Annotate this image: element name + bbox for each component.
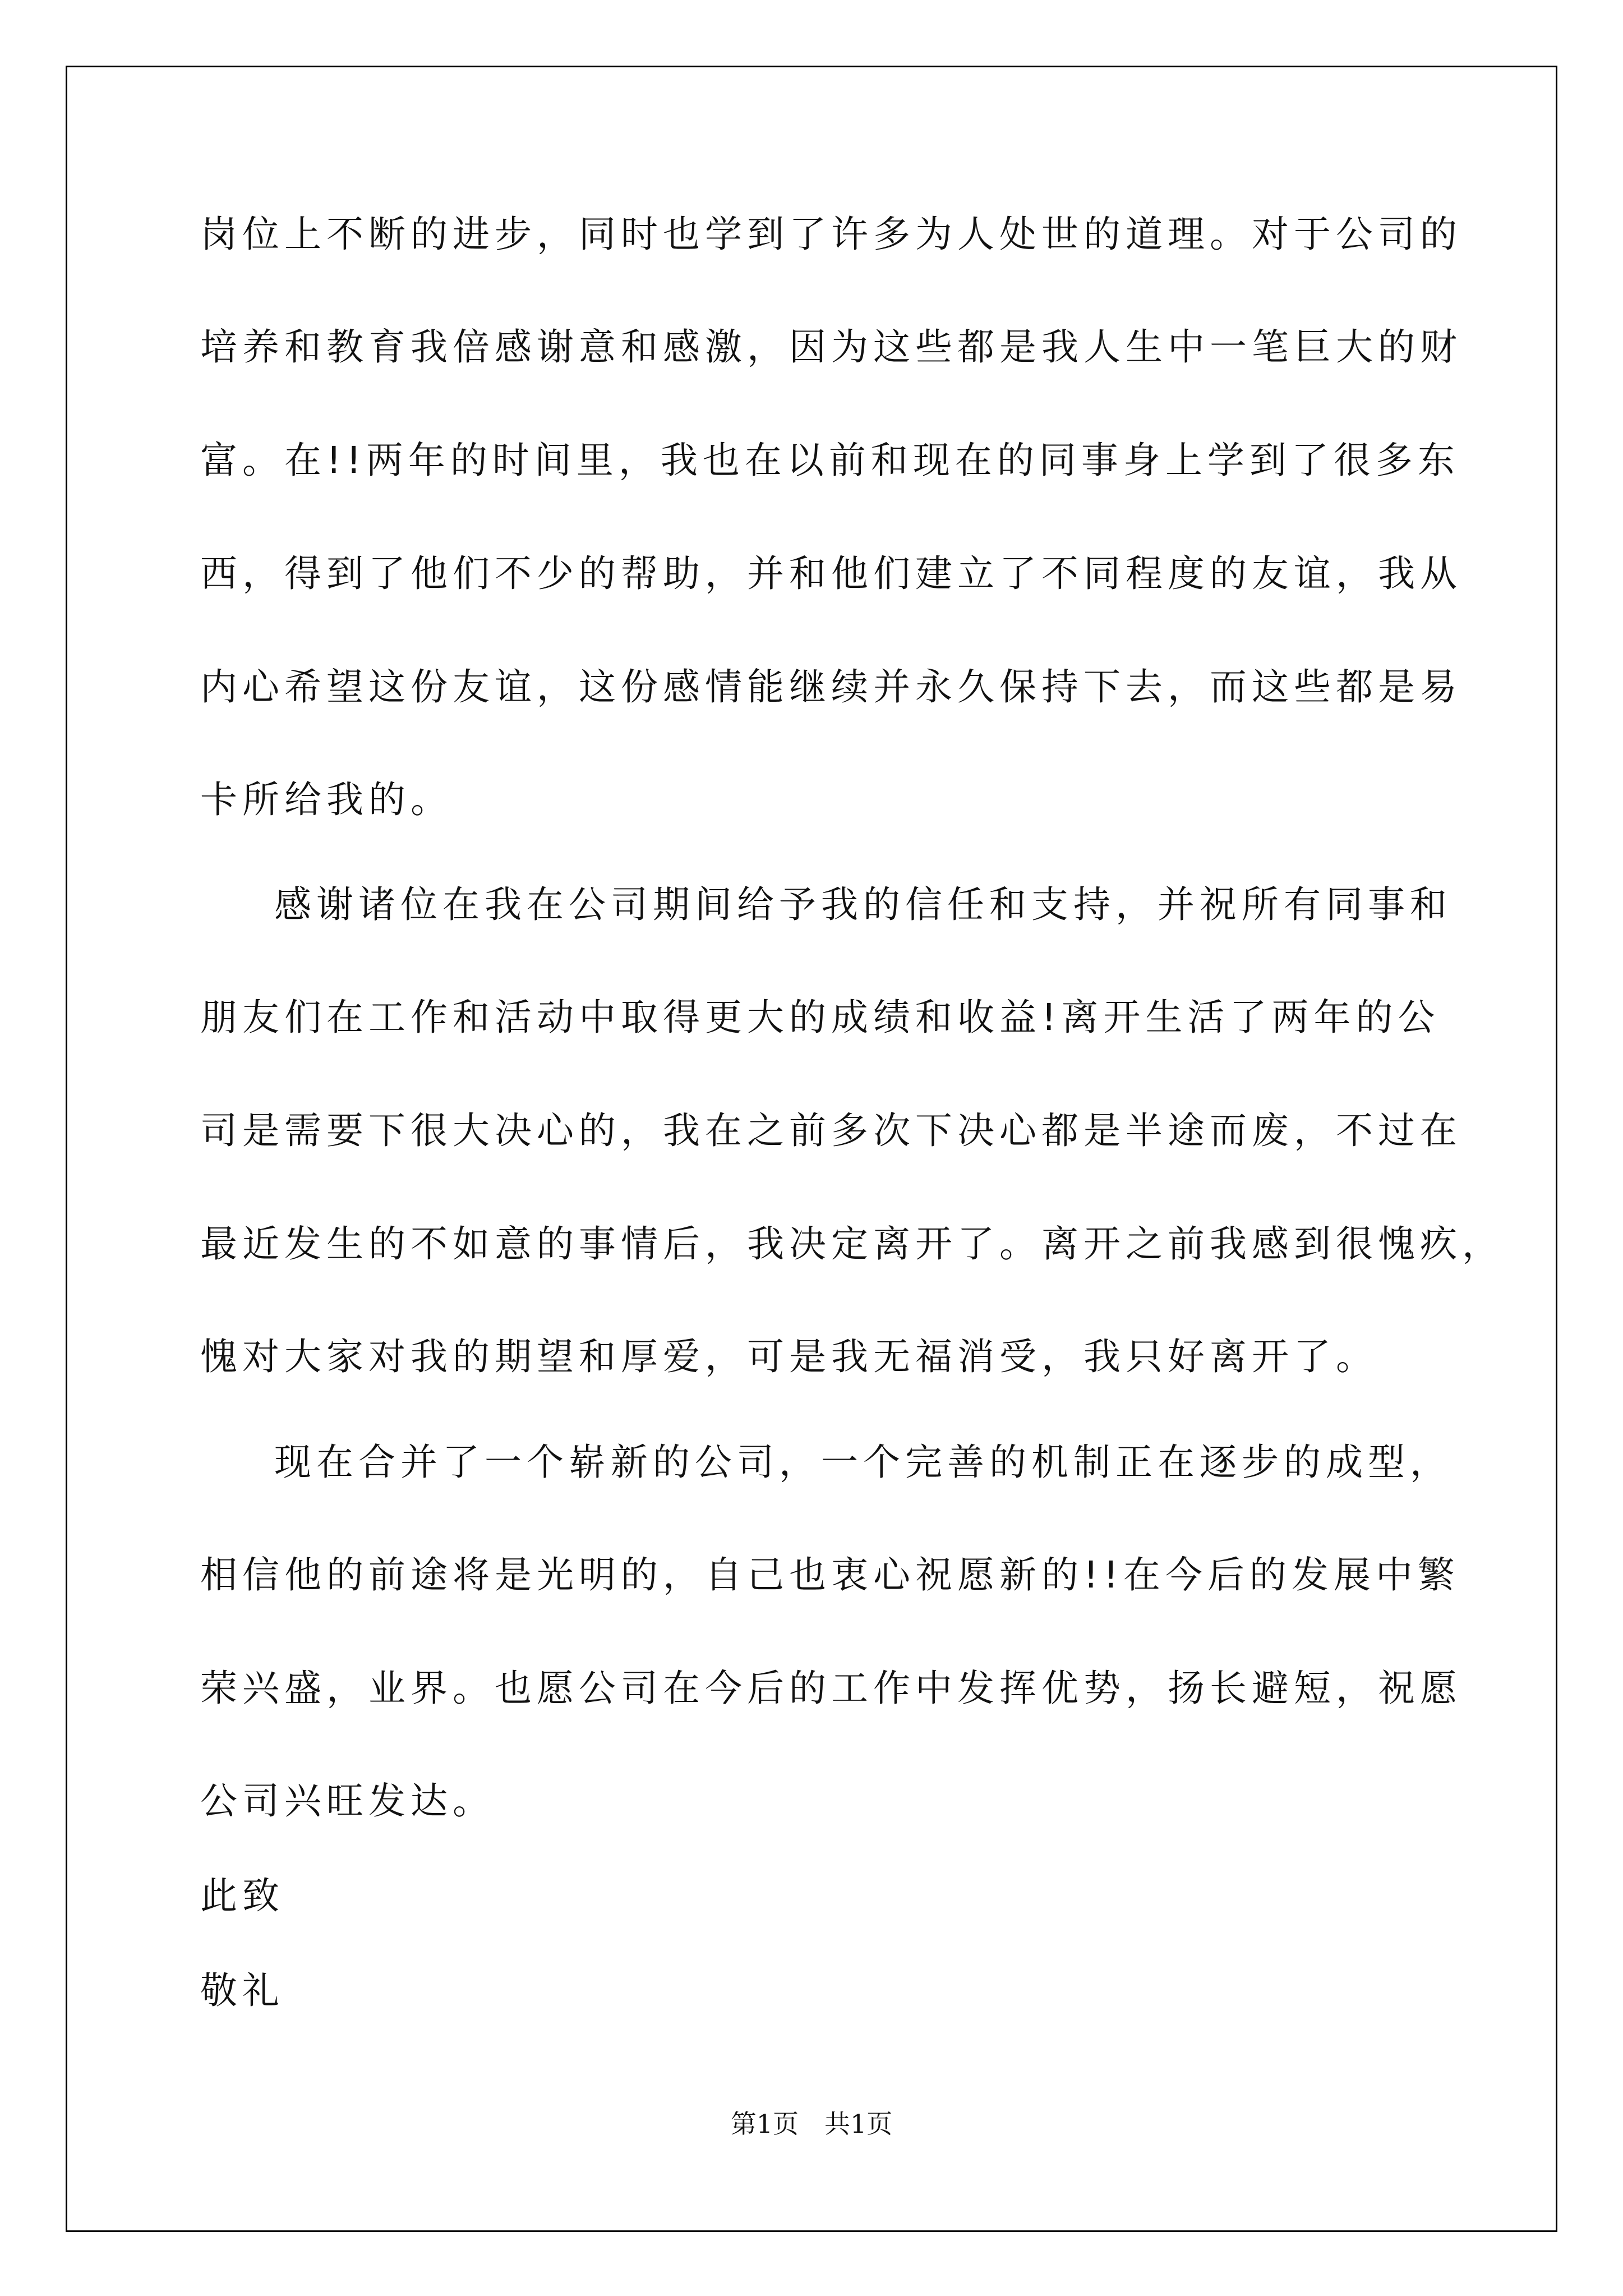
text-line: 相信他的前途将是光明的，自己也衷心祝愿新的!!在今后的发展中繁 (200, 1553, 1460, 1596)
text-line: 培养和教育我倍感谢意和感激，因为这些都是我人生中一笔巨大的财 (200, 325, 1462, 369)
text-line: 西，得到了他们不少的帮助，并和他们建立了不同程度的友谊，我从 (200, 552, 1462, 595)
text-line: 卡所给我的。 (200, 778, 453, 821)
text-line: 荣兴盛，业界。也愿公司在今后的工作中发挥优势，扬长避短，祝愿 (200, 1667, 1462, 1710)
text-line: 最近发生的不如意的事情后，我决定离开了。离开之前我感到很愧疚， (200, 1222, 1504, 1266)
paragraph-start-line: 感谢诸位在我在公司期间给予我的信任和支持，并祝所有同事和 (274, 883, 1452, 926)
closing-salutation: 此致 (200, 1874, 284, 1917)
closing-regards: 敬礼 (200, 1969, 284, 2012)
text-line: 朋友们在工作和活动中取得更大的成绩和收益!离开生活了两年的公 (200, 996, 1440, 1039)
text-line: 内心希望这份友谊，这份感情能继续并永久保持下去，而这些都是易 (200, 665, 1462, 708)
text-line: 富。在!!两年的时间里，我也在以前和现在的同事身上学到了很多东 (200, 439, 1460, 482)
text-line: 愧对大家对我的期望和厚爱，可是我无福消受，我只好离开了。 (200, 1335, 1378, 1378)
paragraph-start-line: 现在合并了一个崭新的公司，一个完善的机制正在逐步的成型， (274, 1441, 1452, 1484)
text-line: 公司兴旺发达。 (200, 1779, 495, 1823)
text-line: 岗位上不断的进步，同时也学到了许多为人处世的道理。对于公司的 (200, 213, 1462, 256)
page-footer: 第1页 共1页 (730, 2109, 893, 2139)
text-line: 司是需要下很大决心的，我在之前多次下决心都是半途而废，不过在 (200, 1109, 1462, 1152)
